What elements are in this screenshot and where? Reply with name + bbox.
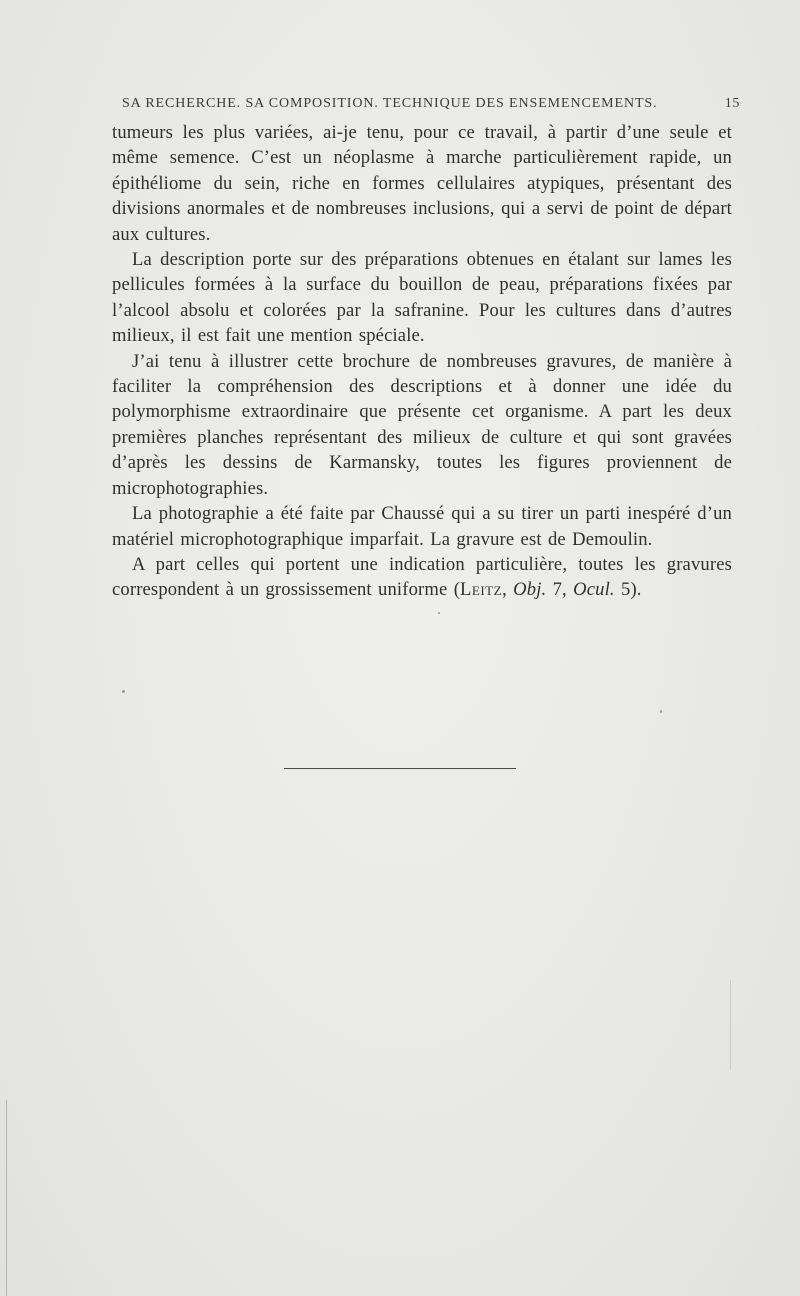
paragraph: La photographie a été faite par Chaussé qui a su tirer un parti inespéré d’un matériel microphotographique imparfait. La gravure est de Demoulin.	[112, 503, 732, 550]
text-run: 5).	[614, 579, 642, 601]
paragraph: J’ai tenu à illustrer cette brochure de nombreuses gravures, de manière à faciliter la compréhension des descriptions et à donner une idée du polymorphisme extraordinaire que présente cet organisme. A part les deux premières planches représentant des milieux de culture et qui sont gravées d’après les dessins de Karmansky, toutes les figures proviennent de microphotographies.	[112, 350, 732, 499]
text-run: A part celles qui portent une indication particulière, toutes les gravures correspondent à un grossissement uniforme (	[112, 553, 732, 601]
text-run-smallcaps: Leitz	[460, 579, 503, 601]
text-run: ,	[502, 579, 514, 601]
scan-artifact	[6, 1100, 7, 1296]
paper-speck	[122, 690, 125, 693]
body-text	[112, 120, 732, 603]
paragraph: tumeurs les plus variées, ai-je tenu, pour ce travail, à partir d’une seule et même semence. C’est un néoplasme à marche particulièrement rapide, un épithéliome du sein, riche en formes cellulaires atypiques, présentant des divisions anormales et de nombreuses inclusions, qui a servi de point de départ aux cultures.	[112, 122, 732, 245]
running-head	[122, 96, 740, 112]
paper-speck	[660, 710, 662, 713]
text-run-italic: Ocul.	[573, 579, 615, 601]
paragraph: La description porte sur des préparations obtenues en étalant sur lames les pellicules formées à la surface du bouillon de peau, préparations fixées par l’alcool absolu et colorées par la safranine. Pour les cultures dans d’autres milieux, il est fait une mention spéciale.	[112, 249, 732, 347]
paper-speck	[438, 612, 440, 614]
running-head-title: SA RECHERCHE. SA COMPOSITION. TECHNIQUE DES ENSEMENCEMENTS.	[122, 96, 658, 111]
paragraph-last	[112, 552, 732, 603]
text-run: 7,	[546, 579, 574, 601]
scan-artifact	[730, 980, 731, 1070]
page-number: 15	[724, 96, 740, 111]
text-run-italic: Obj.	[513, 579, 547, 601]
end-rule	[284, 768, 516, 769]
